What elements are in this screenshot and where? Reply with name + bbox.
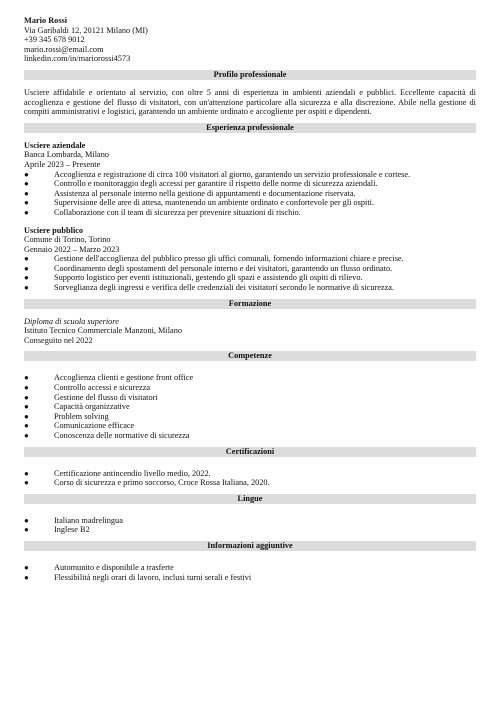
section-header-education: Formazione xyxy=(24,299,476,309)
list-item: ● Accoglienza e registrazione di circa 100 visitatori al giorno, garantendo un servizio professionale e cortese. xyxy=(24,169,411,179)
job-role: Usciere aziendale xyxy=(24,140,86,150)
list-item: ● Gestione dell'accoglienza del pubblico presso gli uffici comunali, fornendo informazioni chiare e precise. xyxy=(24,254,404,264)
profile-summary: Usciere affidabile e orientato al servizio, con oltre 5 anni di esperienza in ambienti aziendali e pubblici. Eccellente capacità di accoglienza e gestione del flusso di visitatori, con un'attenzione particolare alla sicurezza e alla discrezione. Abile nella gestione di compiti amministrativi e logistici, garantendo un ambiente ordinato e accogliente per ospiti e dipendenti. xyxy=(24,87,476,117)
list-item: ● Certificazione antincendio livello medio, 2022. xyxy=(24,468,211,478)
certifications-list xyxy=(24,469,476,488)
bullet-icon: ● xyxy=(24,263,29,273)
languages-list xyxy=(24,516,476,535)
additional-list xyxy=(24,563,476,582)
section-header-experience: Esperienza professionale xyxy=(24,123,476,133)
bullet-icon: ● xyxy=(24,468,29,478)
education-date: Conseguito nel 2022 xyxy=(24,335,93,345)
list-item: ● Sorveglianza degli ingressi e verifica delle credenziali dei visitatori secondo le normative di sicurezza. xyxy=(24,283,395,293)
address: Via Garibaldi 12, 20121 Milano (MI) xyxy=(24,25,148,35)
section-header-profile: Profilo professionale xyxy=(24,70,476,80)
bullet-icon: ● xyxy=(24,392,29,402)
bullet-icon: ● xyxy=(24,169,29,179)
list-item: ● Collaborazione con il team di sicurezza per prevenire situazioni di rischio. xyxy=(24,207,301,217)
candidate-name: Mario Rossi xyxy=(24,16,68,25)
bullet-icon: ● xyxy=(24,383,29,393)
list-item: ● Gestione del flusso di visitatori xyxy=(24,392,158,402)
list-item: ● Accoglienza clienti e gestione front office xyxy=(24,373,194,383)
bullet-icon: ● xyxy=(24,283,29,293)
bullet-icon: ● xyxy=(24,411,29,421)
list-item: ● Supervisione delle aree di attesa, mantenendo un ambiente ordinato e confortevole per gli ospiti. xyxy=(24,198,375,208)
list-item: ● Italiano madrelingua xyxy=(24,515,123,525)
job-dates: Gennaio 2022 – Marzo 2023 xyxy=(24,244,120,254)
job-entry xyxy=(24,141,476,218)
education-entry xyxy=(24,317,476,346)
bullet-icon: ● xyxy=(24,478,29,488)
job-company: Banca Lombarda, Milano xyxy=(24,150,110,160)
list-item: ● Flessibilità negli orari di lavoro, inclusi turni serali e festivi xyxy=(24,572,252,582)
education-school: Istituto Tecnico Commerciale Manzoni, Milano xyxy=(24,326,183,336)
bullet-icon: ● xyxy=(24,525,29,535)
bullet-icon: ● xyxy=(24,402,29,412)
bullet-icon: ● xyxy=(24,431,29,440)
bullet-icon: ● xyxy=(24,273,29,283)
bullet-icon: ● xyxy=(24,562,29,572)
bullet-icon: ● xyxy=(24,421,29,431)
linkedin: linkedin.com/in/mariorossi4573 xyxy=(24,54,131,64)
contact-block xyxy=(24,16,476,64)
job-entry xyxy=(24,226,476,293)
bullet-icon: ● xyxy=(24,373,29,383)
job-role: Usciere pubblico xyxy=(24,225,84,235)
list-item: ● Problem solving xyxy=(24,411,109,421)
bullet-icon: ● xyxy=(24,515,29,525)
list-item: ● Assistenza al personale interno nella gestione di appuntamenti e documentazione riservata. xyxy=(24,188,356,198)
list-item: ● Capacità organizzative xyxy=(24,402,130,412)
bullet-icon: ● xyxy=(24,198,29,208)
list-item: ● Controllo accessi e sicurezza xyxy=(24,383,151,393)
list-item: ● Controllo e monitoraggio degli accessi per garantire il rispetto delle norme di sicurezza aziendali. xyxy=(24,179,378,189)
bullet-icon: ● xyxy=(24,179,29,189)
section-header-additional: Informazioni aggiuntive xyxy=(24,541,476,551)
bullet-icon: ● xyxy=(24,207,29,217)
job-company: Comune di Torino, Torino xyxy=(24,235,111,245)
bullet-icon: ● xyxy=(24,188,29,198)
list-item: ● Supporto logistico per eventi istituzionali, gestendo gli spazi e assistendo gli ospiti di rilievo. xyxy=(24,273,363,283)
bullet-icon: ● xyxy=(24,254,29,264)
email: mario.rossi@email.com xyxy=(24,44,104,54)
bullet-icon: ● xyxy=(24,572,29,582)
section-header-skills: Competenze xyxy=(24,351,476,361)
section-header-certifications: Certificazioni xyxy=(24,447,476,457)
job-dates: Aprile 2023 – Presente xyxy=(24,159,101,169)
job-duties xyxy=(24,170,476,218)
list-item: ● Coordinamento degli spostamenti del personale interno e dei visitatori, garantendo un flusso ordinato. xyxy=(24,263,393,273)
list-item: ● Conoscenza delle normative di sicurezza xyxy=(24,431,190,440)
education-degree: Diploma di scuola superiore xyxy=(24,316,119,326)
section-header-languages: Lingue xyxy=(24,494,476,504)
list-item: ● Corso di sicurezza e primo soccorso, Croce Rossa Italiana, 2020. xyxy=(24,478,270,488)
phone: +39 345 678 9012 xyxy=(24,35,85,45)
list-item: ● Comunicazione efficace xyxy=(24,421,135,431)
job-duties xyxy=(24,254,476,292)
list-item: ● Automunito e disponibile a trasferte xyxy=(24,562,174,572)
list-item: ● Inglese B2 xyxy=(24,525,90,535)
skills-list xyxy=(24,373,476,440)
